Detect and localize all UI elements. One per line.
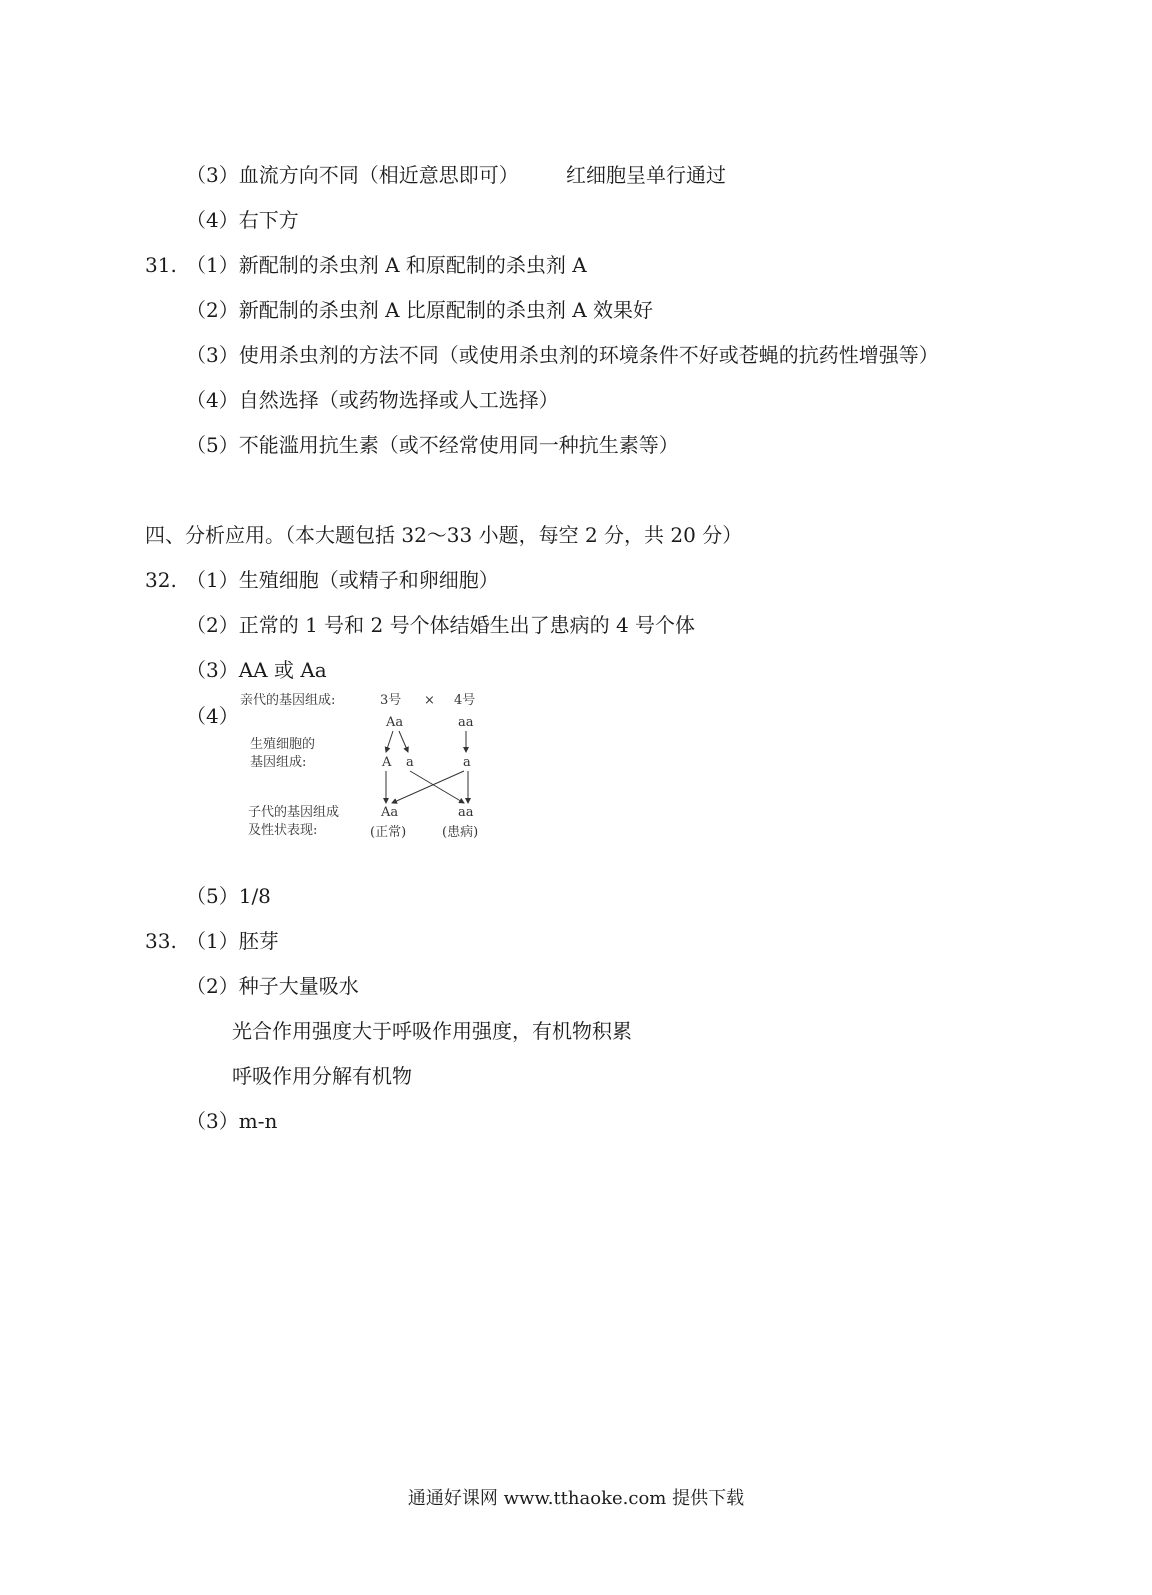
answer-33-3: （3）m-n [186, 1109, 278, 1133]
answer-30-4: （4）右下方 [186, 208, 299, 232]
question-number-31: 31. [145, 253, 177, 277]
offspring-label-line1: 子代的基因组成 [248, 805, 340, 820]
parent-generation-label: 亲代的基因组成: [240, 693, 336, 708]
offspring-2-genotype: aa [458, 805, 474, 820]
answer-33-2-line2: 光合作用强度大于呼吸作用强度，有机物积累 [232, 1019, 632, 1043]
answer-33-1: （1）胚芽 [186, 929, 279, 953]
gamete-a-parent4: a [463, 755, 471, 770]
gamete-label-line2: 基因组成: [250, 755, 307, 770]
answer-31-2: （2）新配制的杀虫剂 A 比原配制的杀虫剂 A 效果好 [186, 298, 654, 322]
parent-4-label: 4号 [454, 693, 476, 708]
answer-31-3: （3）使用杀虫剂的方法不同（或使用杀虫剂的环境条件不好或苍蝇的抗药性增强等） [186, 343, 939, 367]
answer-33-2-line3: 呼吸作用分解有机物 [232, 1064, 412, 1088]
gamete-A: A [382, 755, 392, 770]
cross-symbol: × [424, 693, 435, 708]
parent-3-label: 3号 [380, 693, 402, 708]
arrow-parent3-to-a [399, 731, 408, 752]
answer-33-2: （2）种子大量吸水 [186, 974, 359, 998]
answer-31-5: （5）不能滥用抗生素（或不经常使用同一种抗生素等） [186, 433, 679, 457]
answer-31-4: （4）自然选择（或药物选择或人工选择） [186, 388, 559, 412]
offspring-1-phenotype: (正常) [370, 825, 407, 840]
answer-30-3-part1: （3）血流方向不同（相近意思即可） [186, 163, 519, 187]
answer-32-1: （1）生殖细胞（或精子和卵细胞） [186, 568, 499, 592]
offspring-label-line2: 及性状表现: [248, 823, 318, 838]
offspring-1-genotype: Aa [381, 805, 399, 820]
offspring-2-phenotype: (患病) [442, 825, 479, 840]
section-heading-4: 四、分析应用。（本大题包括 32～33 小题，每空 2 分，共 20 分） [145, 523, 743, 547]
page-footer: 通通好课网 www.tthaoke.com 提供下载 [407, 1488, 745, 1509]
question-number-33: 33. [145, 929, 177, 953]
answer-32-4: （4） [186, 704, 239, 728]
arrow-a-to-aa [410, 771, 464, 803]
arrow-parent3-to-A [386, 731, 393, 752]
gamete-label-line1: 生殖细胞的 [250, 737, 316, 752]
genetic-cross-diagram [238, 688, 498, 848]
parent-4-genotype: aa [458, 715, 474, 730]
answer-30-3-part2: 红细胞呈单行通过 [566, 163, 726, 187]
gamete-a-parent3: a [406, 755, 414, 770]
answer-32-5: （5）1/8 [186, 884, 271, 908]
parent-3-genotype: Aa [386, 715, 404, 730]
question-number-32: 32. [145, 568, 177, 592]
answer-32-3: （3）AA 或 Aa [186, 658, 327, 682]
answer-32-2: （2）正常的 1 号和 2 号个体结婚生出了患病的 4 号个体 [186, 613, 696, 637]
arrow-a-to-Aa [392, 771, 464, 803]
answer-31-1: （1）新配制的杀虫剂 A 和原配制的杀虫剂 A [186, 253, 587, 277]
